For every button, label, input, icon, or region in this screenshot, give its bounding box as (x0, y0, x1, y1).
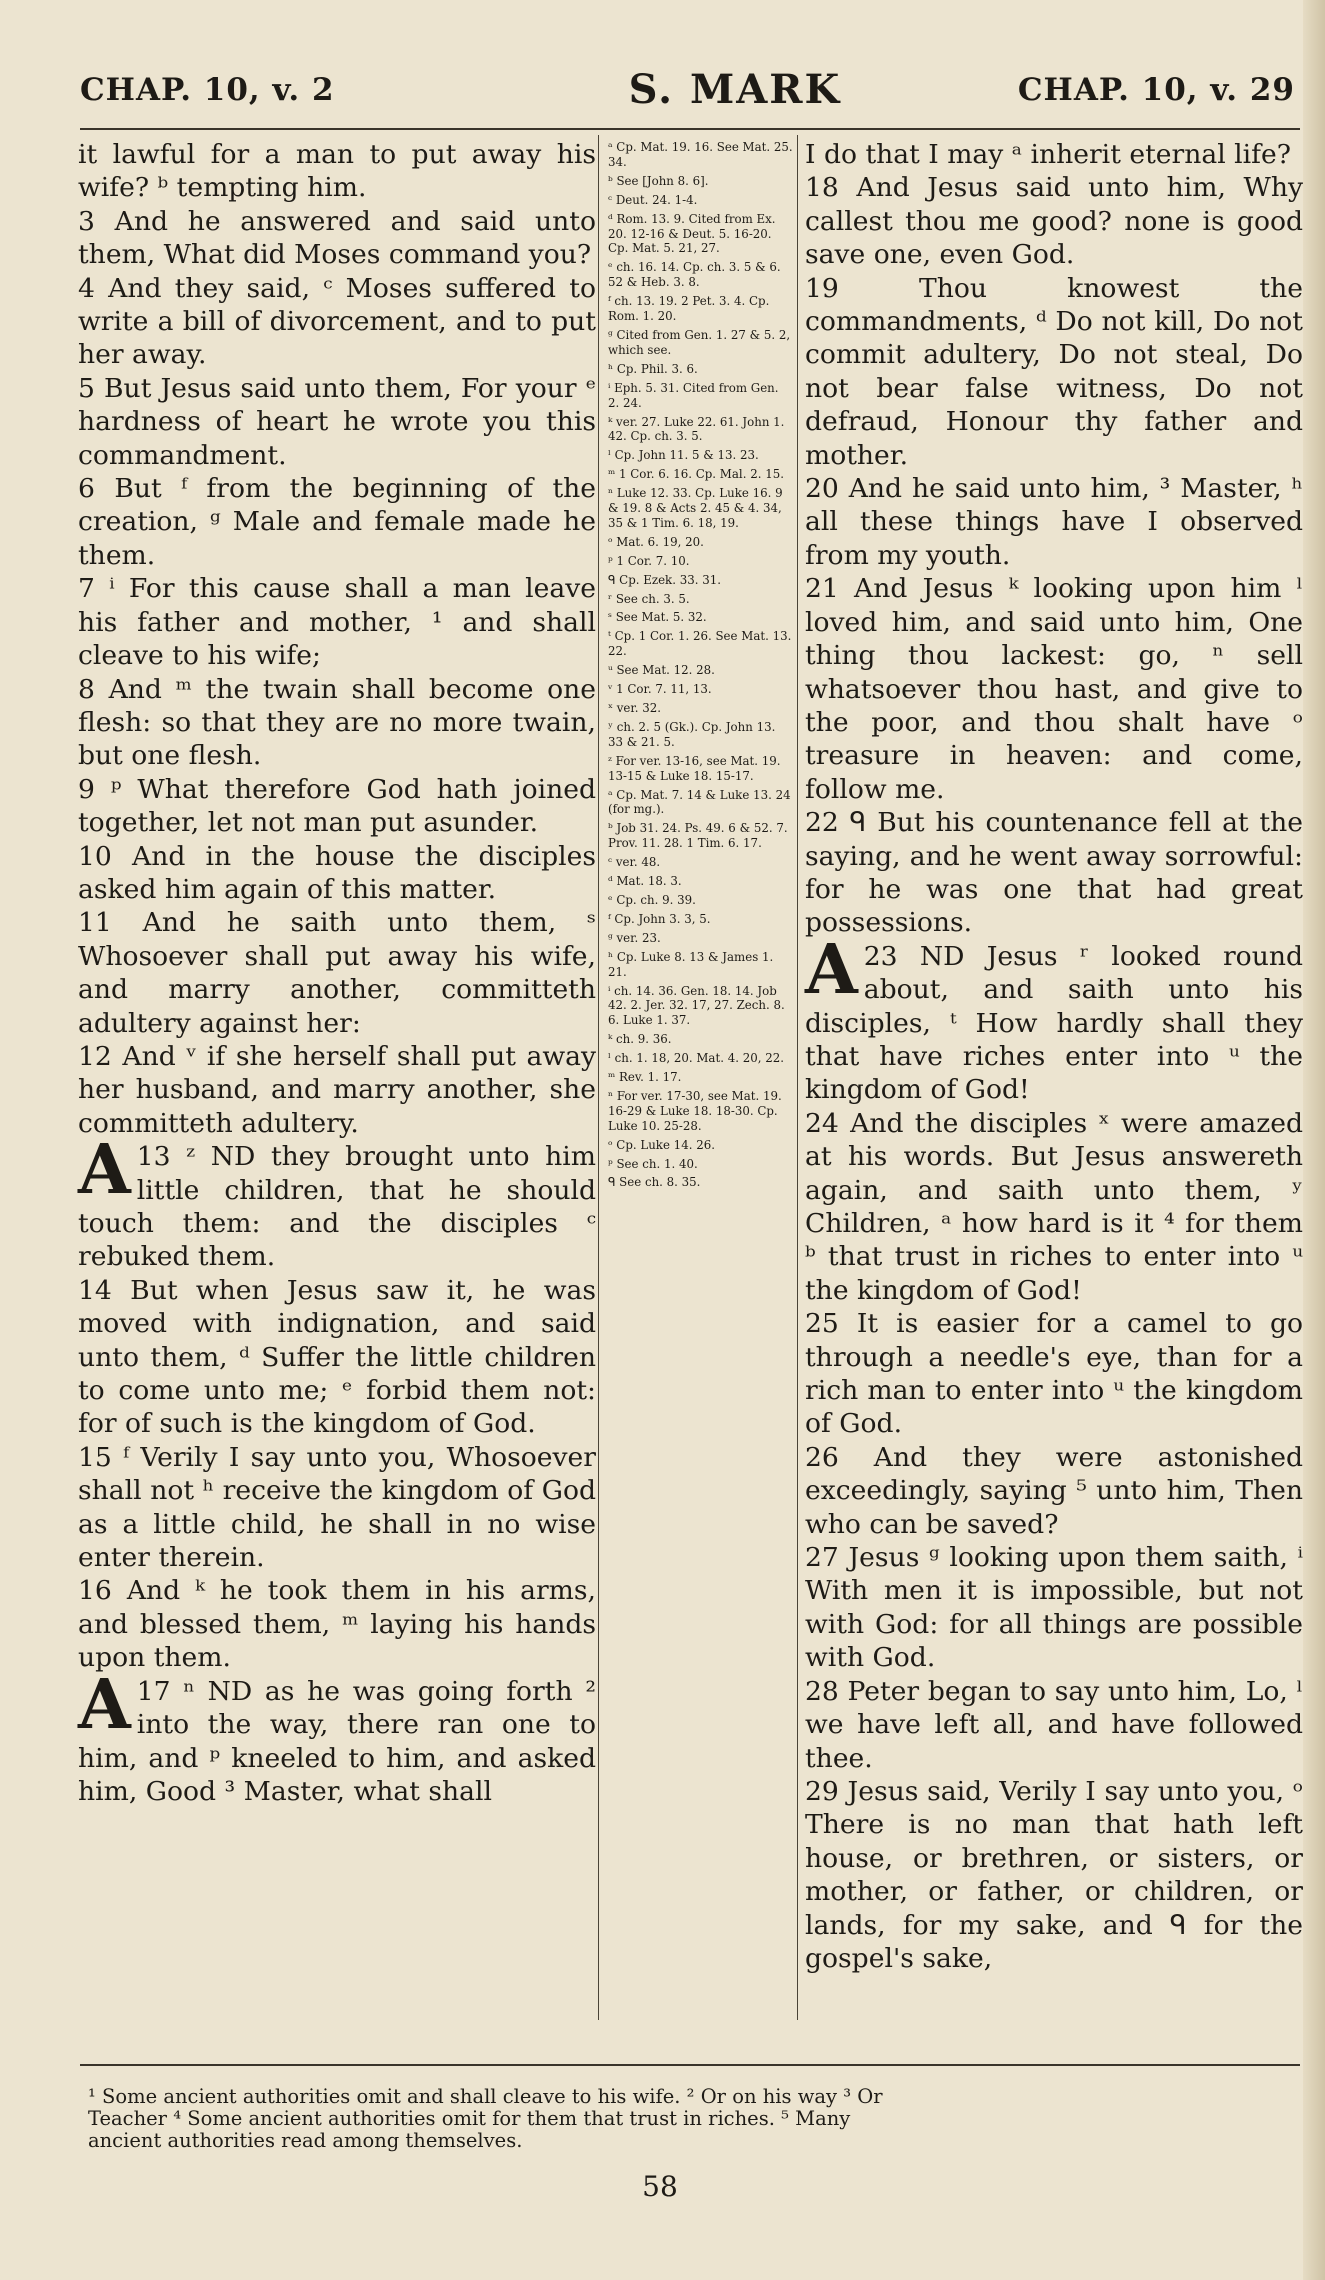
right-text-column (805, 138, 1303, 1975)
verse-text: 9 ᵖ What therefore God hath joined together, let not man put asunder. (78, 773, 596, 839)
footnotes (88, 2086, 1298, 2152)
cross-reference-entry: ᶻ For ver. 13-16, see Mat. 19. 13-15 & Luke 18. 15-17. (608, 753, 781, 783)
cross-reference-entry: ᵈ Mat. 18. 3. (608, 874, 682, 889)
verse-text: 4 And they said, ᶜ Moses suffered to write a bill of divorcement, and to put her away. (78, 272, 596, 371)
left-text-column (78, 138, 596, 1808)
cross-reference-entry: ᵇ See [John 8. 6]. (608, 173, 709, 188)
cross-reference-entry: ᵏ ch. 9. 36. (608, 1032, 672, 1047)
cross-reference-entry: ˣ ver. 32. (608, 701, 661, 715)
cross-reference-column (608, 140, 793, 1194)
verse-text: 18 And Jesus said unto him, Why callest thou me good? none is good save one, even God. (805, 172, 1303, 271)
cross-reference-entry: ᵖ 1 Cor. 7. 10. (608, 553, 690, 568)
verse-text: 21 And Jesus ᵏ looking upon him ˡ loved him, and said unto him, One thing thou lackest: go, ⁿ sell whatsoever thou hast, and give to the poor, and thou shalt have ᵒ treasure in heaven: and come, follow me. (805, 573, 1303, 805)
cross-reference-entry: ᵏ ver. 27. Luke 22. 61. John 1. 42. Cp. ch. 3. 5. (608, 414, 785, 444)
header-left-chapter: CHAP. 10, v. 2 (80, 72, 335, 108)
cross-reference-entry: ᵍ ver. 23. (608, 930, 661, 945)
verse-text: ND as he was going forth ² into the way, there ran one to him, and ᵖ kneeled to him, and asked him, Good ³ Master, what shall (78, 1675, 596, 1807)
header-right-chapter: CHAP. 10, v. 29 (1017, 72, 1295, 108)
cross-reference-entry: ⁱ ch. 14. 36. Gen. 18. 14. Job 42. 2. Jer. 32. 17, 27. Zech. 8. 6. Luke 1. 37. (608, 983, 785, 1028)
column-divider-left (598, 135, 599, 2020)
cross-reference-entry: ᵘ See Mat. 12. 28. (608, 663, 715, 678)
verse-text: 15 ᶠ Verily I say unto you, Whosoever shall not ʰ receive the kingdom of God as a little child, he shall in no wise enter therein. (78, 1441, 596, 1574)
cross-reference-entry: ⁿ Luke 12. 33. Cp. Luke 16. 9 & 19. 8 & Acts 2. 45 & 4. 34, 35 & 1 Tim. 6. 18, 19. (608, 486, 783, 530)
verse-text: ND they brought unto him little children, that he should touch them: and the disciples ᶜ rebuked them. (78, 1141, 596, 1273)
cross-reference-entry: ᵉ Cp. ch. 9. 39. (608, 892, 696, 907)
verse-text: 5 But Jesus said unto them, For your ᵉ hardness of heart he wrote you this commandment. (78, 372, 596, 471)
cross-reference-entry: ᵃ Cp. Mat. 19. 16. See Mat. 25. 34. (608, 140, 793, 169)
cross-reference-entry: ᶠ Cp. John 3. 3, 5. (608, 911, 711, 926)
verse-text: 20 And he said unto him, ³ Master, ʰ all these things have I observed from my youth. (805, 473, 1303, 571)
verse-text: 24 And the disciples ˣ were amazed at his words. But Jesus answereth again, and saith unto them, ʸ Children, ᵃ how hard is it ⁴ for them ᵇ that trust in riches to enter into ᵘ the kingdom of God! (805, 1107, 1303, 1306)
verse-17-number: 17 ⁿ (136, 1675, 195, 1707)
cross-reference-entry: ˡ Cp. John 11. 5 & 13. 23. (608, 448, 759, 463)
column-divider-right (797, 135, 798, 2020)
cross-reference-entry: ˢ See Mat. 5. 32. (608, 610, 707, 625)
header-book-title: S. MARK (628, 66, 842, 113)
cross-reference-entry: ᵗ Cp. 1 Cor. 1. 26. See Mat. 13. 22. (608, 629, 792, 659)
verse-text: 19 Thou knowest the commandments, ᵈ Do not kill, Do not commit adultery, Do not steal, Do not bear false witness, Do not defraud, Honour thy father and mother. (805, 272, 1303, 471)
cross-reference-entry: ᵉ ch. 16. 14. Cp. ch. 3. 5 & 6. 52 & Heb. 3. 8. (608, 260, 781, 290)
verse-text: ND Jesus ʳ looked round about, and saith unto his disciples, ᵗ How hardly shall they that have riches enter into ᵘ the kingdom of God! (805, 940, 1303, 1106)
verse-text: 16 And ᵏ he took them in his arms, and blessed them, ᵐ laying his hands upon them. (78, 1575, 596, 1674)
cross-reference-entry: ᵃ Cp. Mat. 7. 14 & Luke 13. 24 (for mg.). (608, 787, 791, 817)
verse-13-paragraph (78, 1130, 596, 1274)
cross-reference-entry: ᵒ Cp. Luke 14. 26. (608, 1137, 715, 1152)
cross-reference-entry: ᵍ Cited from Gen. 1. 27 & 5. 2, which see. (608, 327, 791, 357)
verse-13-number: 13 ᶻ (136, 1141, 196, 1173)
cross-reference-entry: ᑫ See ch. 8. 35. (608, 1175, 701, 1190)
drop-cap: A (78, 1664, 131, 1745)
cross-reference-entry: ᶠ ch. 13. 19. 2 Pet. 3. 4. Cp. Rom. 1. 20. (608, 294, 770, 324)
page-edge-shadow (1303, 0, 1325, 2280)
verse-text: 27 Jesus ᵍ looking upon them saith, ⁱ With men it is impossible, but not with God: for all things are possible with God. (805, 1542, 1303, 1674)
cross-reference-entry: ⁿ For ver. 17-30, see Mat. 19. 16-29 & Luke 18. 18-30. Cp. Luke 10. 25-28. (608, 1088, 782, 1133)
cross-reference-entry: ᵛ 1 Cor. 7. 11, 13. (608, 682, 712, 697)
verse-text: it lawful for a man to put away his wife? ᵇ tempting him. (78, 139, 596, 204)
verse-text: 6 But ᶠ from the beginning of the creation, ᵍ Male and female made he them. (78, 473, 596, 571)
cross-reference-entry: ᵇ Job 31. 24. Ps. 49. 6 & 52. 7. Prov. 11. 28. 1 Tim. 6. 17. (608, 821, 788, 851)
cross-reference-entry: ˡ ch. 1. 18, 20. Mat. 4. 20, 22. (608, 1051, 784, 1066)
cross-reference-entry: ⁱ Eph. 5. 31. Cited from Gen. 2. 24. (608, 380, 779, 410)
cross-reference-entry: ᵖ See ch. 1. 40. (608, 1156, 698, 1171)
verse-text: 12 And ᵛ if she herself shall put away her husband, and marry another, she committeth adultery. (78, 1040, 596, 1139)
verse-text: 10 And in the house the disciples asked him again of this matter. (78, 840, 596, 905)
verse-text: 26 And they were astonished exceedingly, saying ⁵ unto him, Then who can be saved? (805, 1441, 1303, 1540)
cross-reference-entry: ʰ Cp. Phil. 3. 6. (608, 361, 698, 376)
footnote-line: ¹ Some ancient authorities omit and shall cleave to his wife. ² Or on his way ³ Or (88, 2085, 883, 2108)
cross-reference-entry: ᵐ Rev. 1. 17. (608, 1070, 682, 1085)
header-rule (80, 128, 1300, 130)
verse-23-number: 23 (863, 940, 898, 972)
drop-cap: A (78, 1130, 131, 1211)
cross-reference-entry: ʳ See ch. 3. 5. (608, 591, 690, 606)
cross-reference-entry: ᶜ ver. 48. (608, 855, 661, 870)
cross-reference-entry: ᵐ 1 Cor. 6. 16. Cp. Mal. 2. 15. (608, 467, 784, 482)
drop-cap: A (805, 929, 858, 1010)
verse-17-paragraph (78, 1664, 596, 1809)
cross-reference-entry: ʸ ch. 2. 5 (Gk.). Cp. John 13. 33 & 21. 5. (608, 719, 776, 749)
verse-text: 14 But when Jesus saw it, he was moved with indignation, and said unto them, ᵈ Suffer the little children to come unto me; ᵉ forbid them not: for of such is the kingdom of God. (78, 1274, 596, 1440)
verse-23-paragraph (805, 929, 1303, 1107)
page-number: 58 (642, 2170, 678, 2203)
verse-text: 22 ᑫ But his countenance fell at the saying, and he went away sorrowful: for he was one that had great possessions. (805, 807, 1303, 939)
verse-text: 11 And he saith unto them, ˢ Whosoever shall put away his wife, and marry another, committeth adultery against her: (78, 907, 596, 1039)
verse-text: 29 Jesus said, Verily I say unto you, ᵒ There is no man that hath left house, or brethren, or sisters, or mother, or father, or children, or lands, for my sake, and ᑫ for the gospel's sake, (805, 1775, 1303, 1974)
verse-text: 25 It is easier for a camel to go through a needle's eye, than for a rich man to enter into ᵘ the kingdom of God. (805, 1308, 1303, 1440)
footnote-line: ancient authorities read among themselves. (88, 2129, 523, 2152)
cross-reference-entry: ᵈ Rom. 13. 9. Cited from Ex. 20. 12-16 & Deut. 5. 16-20. Cp. Mat. 5. 21, 27. (608, 211, 776, 256)
verse-text: 28 Peter began to say unto him, Lo, ˡ we have left all, and have followed thee. (805, 1675, 1303, 1774)
footnote-line: Teacher ⁴ Some ancient authorities omit for them that trust in riches. ⁵ Many (88, 2107, 851, 2130)
cross-reference-entry: ᵒ Mat. 6. 19, 20. (608, 534, 704, 549)
verse-text: 3 And he answered and said unto them, What did Moses command you? (78, 205, 596, 271)
footnote-rule (80, 2064, 1300, 2066)
verse-text: I do that I may ᵃ inherit eternal life? (805, 139, 1291, 170)
verse-text: 7 ⁱ For this cause shall a man leave his father and mother, ¹ and shall cleave to his wife; (78, 573, 596, 672)
cross-reference-entry: ᑫ Cp. Ezek. 33. 31. (608, 572, 721, 587)
cross-reference-entry: ʰ Cp. Luke 8. 13 & James 1. 21. (608, 949, 774, 979)
page-header (80, 62, 1295, 122)
verse-text: 8 And ᵐ the twain shall become one flesh: so that they are no more twain, but one flesh. (78, 673, 596, 772)
cross-reference-entry: ᶜ Deut. 24. 1-4. (608, 192, 698, 207)
